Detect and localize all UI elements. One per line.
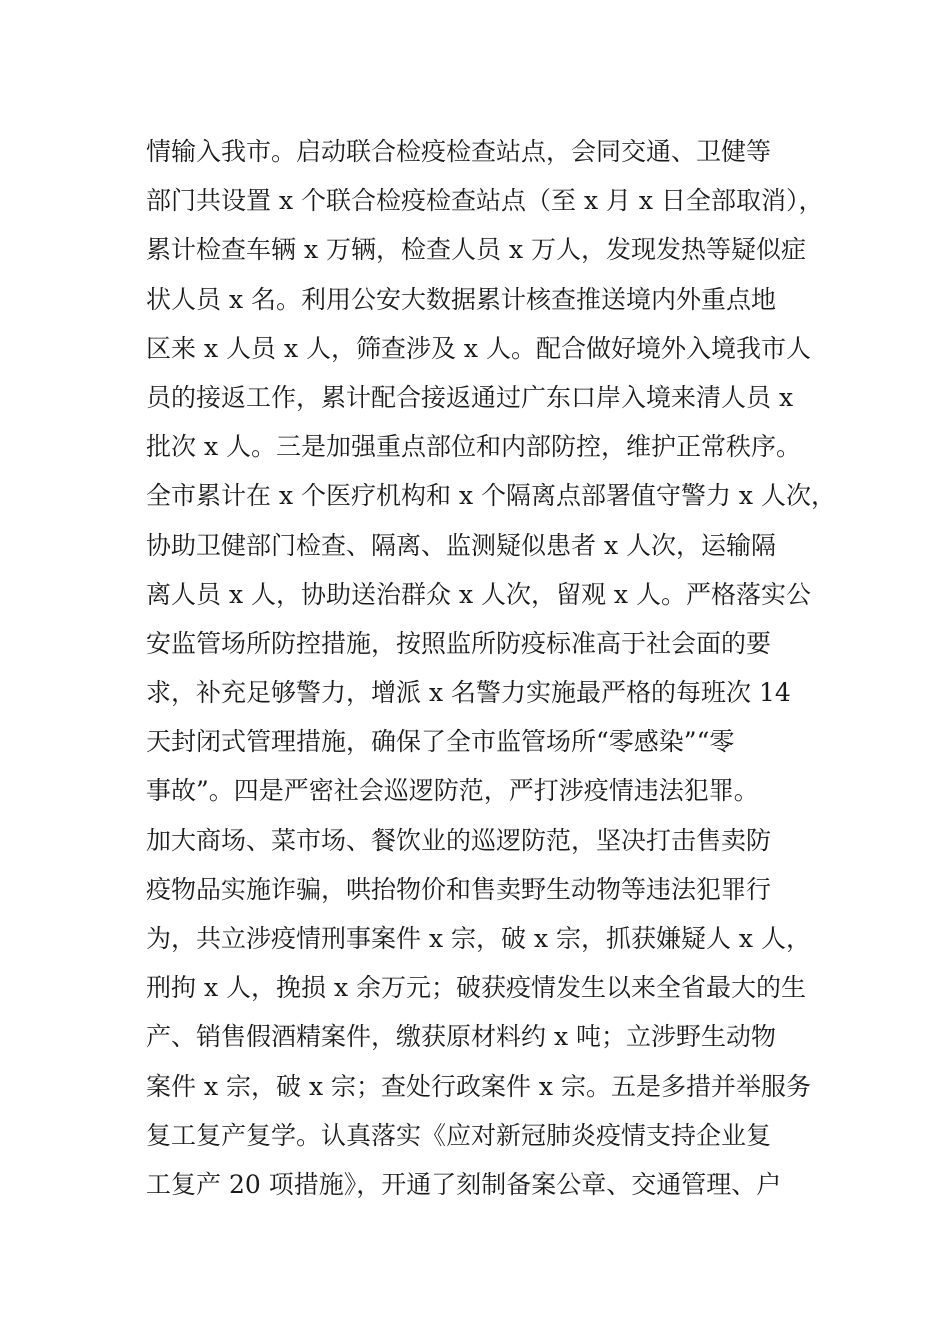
text-line: 全市累计在 x 个医疗机构和 x 个隔离点部署值守警力 x 人次，: [146, 481, 836, 511]
text-line: 部门共设置 x 个联合检疫检查站点（至 x 月 x 日全部取消），: [146, 186, 824, 216]
text-line: 安监管场所防控措施，按照监所防疫标准高于社会面的要: [146, 628, 772, 658]
text-line: 案件 x 宗，破 x 宗；查处行政案件 x 宗。五是多措并举服务: [146, 1071, 811, 1101]
text-line: 刑拘 x 人，挽损 x 余万元；破获疫情发生以来全省最大的生: [146, 973, 806, 1003]
text-line: 员的接返工作，累计配合接返通过广东口岸入境来清人员 x: [146, 382, 794, 412]
text-line: 批次 x 人。三是加强重点部位和内部防控，维护正常秩序。: [146, 432, 801, 462]
text-line: 协助卫健部门检查、隔离、监测疑似患者 x 人次，运输隔: [146, 530, 776, 560]
text-line: 疫物品实施诈骗，哄抬物价和售卖野生动物等违法犯罪行: [146, 874, 772, 904]
text-line: 工复产 20 项措施》，开通了刻制备案公章、交通管理、户: [146, 1169, 782, 1199]
text-line: 事故”。四是严密社会巡逻防范，严打涉疫情违法犯罪。: [146, 776, 759, 806]
text-line: 累计检查车辆 x 万辆，检查人员 x 万人，发现发热等疑似症: [146, 235, 806, 265]
body-text: [146, 127, 836, 1209]
text-line: 为，共立涉疫情刑事案件 x 宗，破 x 宗，抓获嫌疑人 x 人，: [146, 924, 811, 953]
text-line: 情输入我市。启动联合检疫检查站点，会同交通、卫健等: [146, 137, 772, 166]
text-line: 状人员 x 名。利用公安大数据累计核查推送境内外重点地: [146, 284, 776, 314]
text-line: 离人员 x 人，协助送治群众 x 人次，留观 x 人。严格落实公: [146, 579, 811, 609]
text-line: 加大商场、菜市场、餐饮业的巡逻防范，坚决打击售卖防: [146, 825, 772, 855]
text-line: 复工复产复学。认真落实《应对新冠肺炎疫情支持企业复: [146, 1120, 772, 1150]
text-line: 区来 x 人员 x 人，筛查涉及 x 人。配合做好境外入境我市人: [146, 333, 811, 363]
text-line: 求，补充足够警力，增派 x 名警力实施最严格的每班次 14: [146, 678, 791, 708]
text-line: 产、销售假酒精案件，缴获原材料约 x 吨；立涉野生动物: [146, 1022, 776, 1052]
text-line: 天封闭式管理措施，确保了全市监管场所“零感染”“零: [146, 727, 735, 757]
